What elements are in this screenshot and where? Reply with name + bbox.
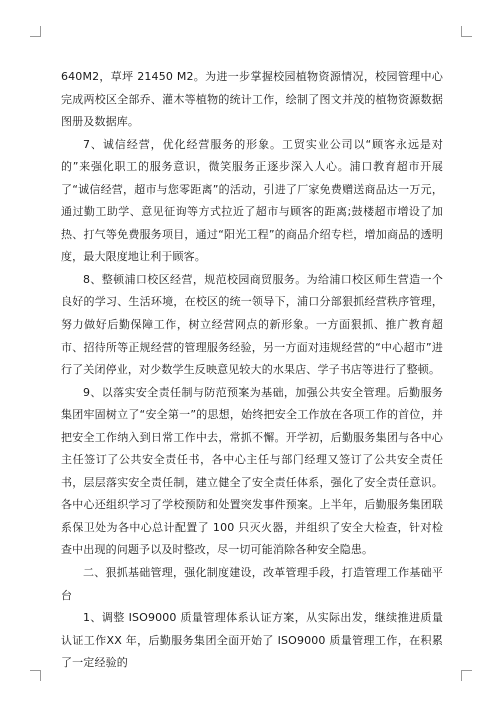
paragraph-pukou-campus-operation: 8、整顿浦口校区经营，规范校园商贸服务。为给浦口校区师生营造一个良好的学习、生活环境，在校区的统一领导下，浦口分部狠抓经营秩序管理，努力做好后勤保障工作，树立经营网点的新形象。一方面狠抓、推广教育超市、招待所等正规经营的管理服务经验，另一方面对违规经营的“中心超市”进行了关闭停业，对少数学生反映意见较大的水果店、学子书店等进行了整顿。 (61, 272, 443, 377)
crop-mark-bottom-left (30, 670, 41, 681)
paragraph-integrity-operation: 7、诚信经营，优化经营服务的形象。工贸实业公司以“顾客永远是对的”来强化职工的服务意识，微笑服务正逐步深入人心。浦口教育超市开展了“诚信经营，超市与您零距离”的活动，引进了厂家免费赠送商品达一万元，通过勤工助学、意见征询等方式拉近了超市与顾客的距离;鼓楼超市增设了加热、打气等免费服务项目，通过“阳光工程”的商品介绍专栏，增加商品的透明度，最大限度地让利于顾客。 (61, 137, 443, 264)
paragraph-safety-management: 9、以落实安全责任制与防范预案为基础，加强公共安全管理。后勤服务集团牢固树立了“安全第一”的思想，始终把安全工作放在各项工作的首位，并把安全工作纳入到日常工作中去，常抓不懈。开学初，后勤服务集团与各中心主任签订了公共安全责任书，各中心主任与部门经理又签订了公共安全责任书，层层落实安全责任制，建立健全了安全责任体系，强化了安全责任意识。各中心还组织学习了学校预防和处置突发事件预案。上半年，后勤服务集团联系保卫处为各中心总计配置了 100 只灭火器，并组织了安全大检查，针对检查中出现的问题予以及时整改，尽一切可能消除各种安全隐患。 (61, 385, 443, 557)
document-body (61, 66, 443, 675)
section-heading-basic-management: 二、狠抓基础管理，强化制度建设，改革管理手段，打造管理工作基础平台 (61, 566, 443, 602)
crop-mark-bottom-right (461, 670, 472, 681)
crop-mark-top-left (30, 26, 41, 37)
paragraph-continuation: 640M2，草坪 21450 M2。为进一步掌握校园植物资源情况，校园管理中心完成两校区全部乔、灌木等植物的统计工作，绘制了图文并茂的植物资源数据图册及数据库。 (61, 70, 443, 129)
crop-mark-top-right (461, 26, 472, 37)
paragraph-iso9000: 1、调整 ISO9000 质量管理体系认证方案，从实际出发，继续推进质量认证工作XX 年，后勤服务集团全面开始了 ISO9000 质量管理工作，在积累了一定经验的 (61, 611, 443, 670)
